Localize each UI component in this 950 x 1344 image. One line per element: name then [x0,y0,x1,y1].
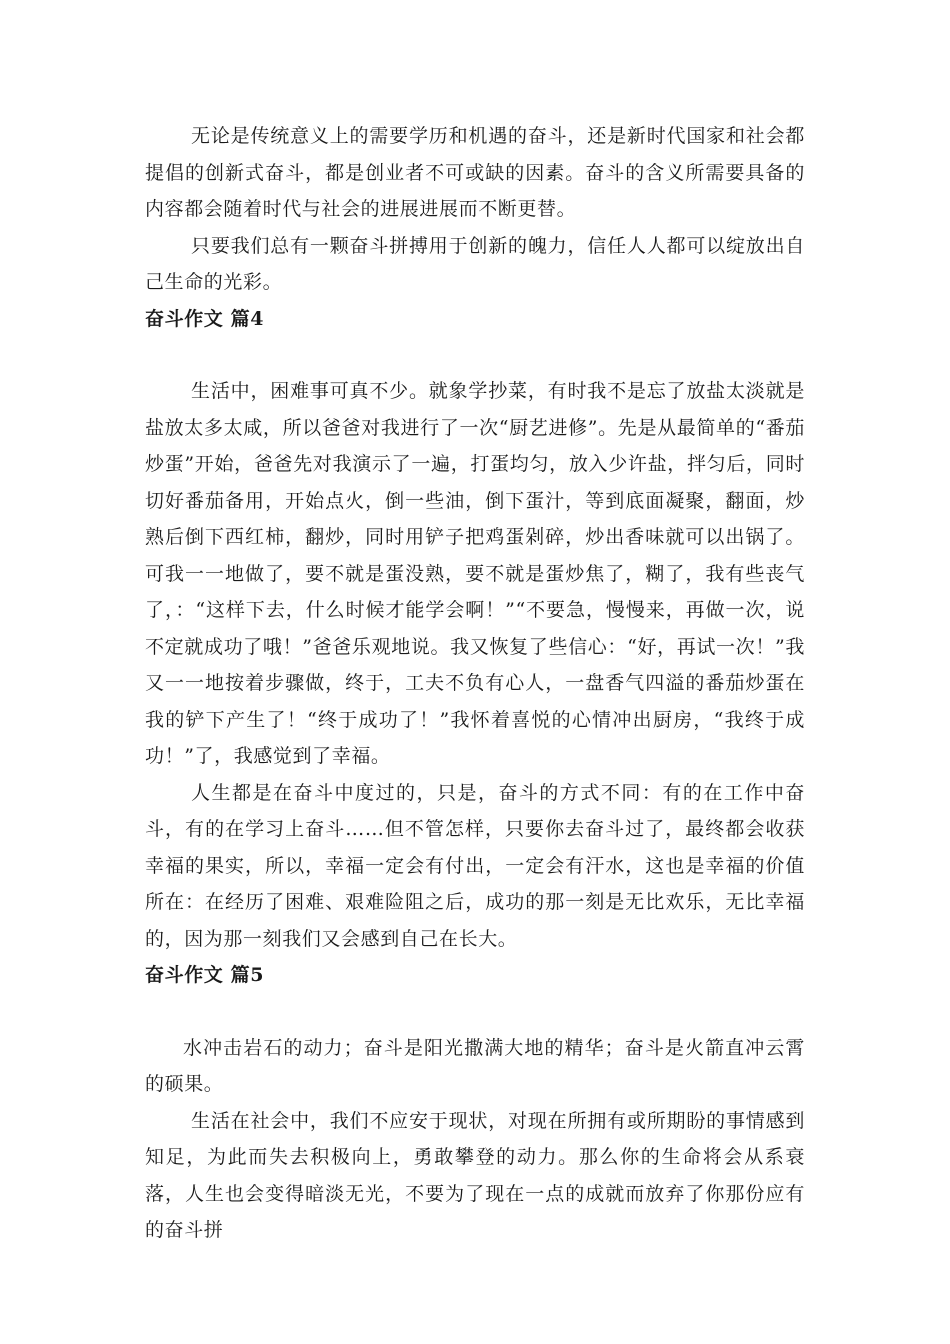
paragraph: 无论是传统意义上的需要学历和机遇的奋斗，还是新时代国家和社会都提倡的创新式奋斗，都是创业者不可或缺的因素。奋斗的含义所需要具备的内容都会随着时代与社会的进展进展而不断更替。 [145,125,805,220]
paragraph: 水冲击岩石的动力；奋斗是阳光撒满大地的精华；奋斗是火箭直冲云霄的硕果。 [145,1036,805,1095]
section-heading: 奋斗作文 篇5 [145,964,265,986]
paragraph: 人生都是在奋斗中度过的，只是，奋斗的方式不同：有的在工作中奋斗，有的在学习上奋斗……但不管怎样，只要你去奋斗过了，最终都会收获幸福的果实，所以，幸福一定会有付出，一定会有汗水，这也是幸福的价值所在：在经历了困难、艰难险阻之后，成功的那一刻是无比欢乐，无比幸福的，因为那一刻我们又会感到自己在长大。 [145,781,805,950]
paragraph: 只要我们总有一颗奋斗拼搏用于创新的魄力，信任人人都可以绽放出自己生命的光彩。 [145,234,805,293]
section-heading: 奋斗作文 篇4 [145,307,265,330]
paragraph: 生活中，困难事可真不少。就象学抄菜，有时我不是忘了放盐太淡就是盐放太多太咸，所以爸爸对我进行了一次“厨艺进修”。先是从最简单的“番茄炒蛋”开始，爸爸先对我演示了一遍，打蛋均匀，放入少许盐，拌匀后，同时切好番茄备用，开始点火，倒一些油，倒下蛋汁，等到底面凝聚，翻面，炒熟后倒下西红柿，翻炒，同时用铲子把鸡蛋剁碎，炒出香味就可以出锅了。可我一一地做了，要不就是蛋没熟，要不就是蛋炒焦了，糊了，我有些丧气了，：“这样下去，什么时候才能学会啊！”“不要急，慢慢来，再做一次，说不定就成功了哦！”爸爸乐观地说。我又恢复了些信心：“好，再试一次！”我又一一地按着步骤做，终于，工夫不负有心人，一盘香气四溢的番茄炒蛋在我的铲下产生了！“终于成功了！”我怀着喜悦的心情冲出厨房，“我终于成功！”了，我感觉到了幸福。 [145,380,805,767]
spacer [145,337,805,373]
paragraph: 生活在社会中，我们不应安于现状，对现在所拥有或所期盼的事情感到知足，为此而失去积极向上，勇敢攀登的动力。那么你的生命将会从系衰落，人生也会变得暗淡无光，不要为了现在一点的成就而放弃了你那份应有的奋斗拼 [145,1109,805,1241]
spacer [145,994,805,1030]
document-page [145,118,805,1249]
